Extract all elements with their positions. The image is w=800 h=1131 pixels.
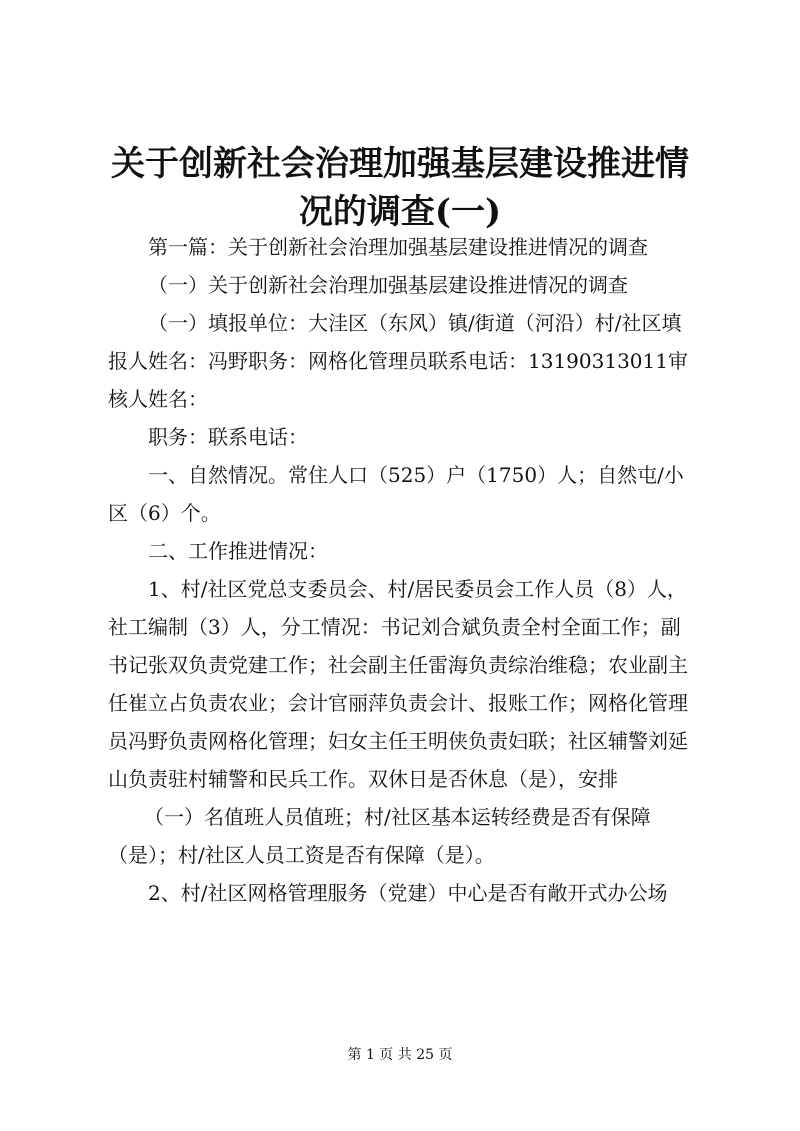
document-title: 关于创新社会治理加强基层建设推进情况的调查(一) <box>111 144 689 232</box>
paragraph-1: 第一篇：关于创新社会治理加强基层建设推进情况的调查 <box>148 235 648 259</box>
paragraph-3: （一）填报单位：大洼区（东风）镇/街道（河沿）村/社区填报人姓名：冯野职务：网格化管理员联系电话：13190313011审核人姓名： <box>108 311 688 411</box>
paragraph-4: 职务：联系电话： <box>148 425 308 449</box>
paragraph-6: 二、工作推进情况： <box>148 539 328 563</box>
paragraph-5: 一、自然情况。常住人口（525）户（1750）人；自然屯/小区（6）个。 <box>108 463 684 525</box>
document-body <box>108 228 698 912</box>
paragraph-9: 2、村/社区网格管理服务（党建）中心是否有敞开式办公场 <box>148 881 668 905</box>
paragraph-8: （一）名值班人员值班；村/社区基本运转经费是否有保障（是）；村/社区人员工资是否有保障（是）。 <box>108 805 651 867</box>
paragraph-7: 1、村/社区党总支委员会、村/居民委员会工作人员（8）人，社工编制（3）人，分工情况：书记刘合斌负责全村全面工作；副书记张双负责党建工作；社会副主任雷海负责综治维稳；农业副主任崔立占负责农业；会计官丽萍负责会计、报账工作；网格化管理员冯野负责网格化管理；妇女主任王明侠负责妇联；社区辅警刘延山负责驻村辅警和民兵工作。双休日是否休息（是），安排 <box>108 577 688 791</box>
paragraph-2: （一）关于创新社会治理加强基层建设推进情况的调查 <box>148 273 628 297</box>
page-number-footer: 第 1 页 共 25 页 <box>347 1047 453 1063</box>
